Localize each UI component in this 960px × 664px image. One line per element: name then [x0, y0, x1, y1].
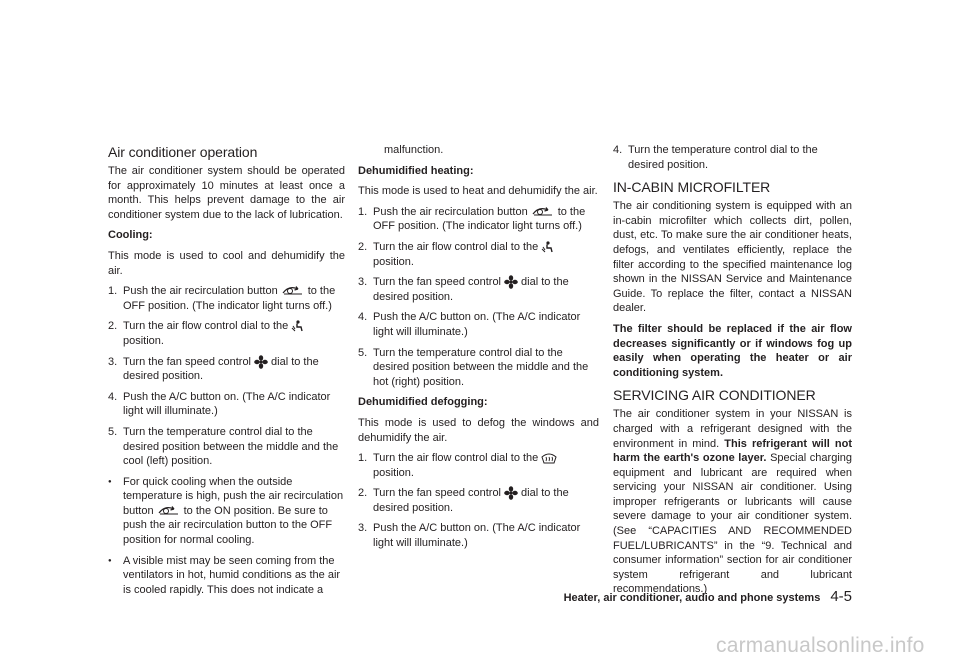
foot-vent-icon [291, 320, 305, 332]
cooling-step-2: 2. Turn the air flow control dial to the position. [108, 319, 345, 348]
heating-step-2: 2. Turn the air flow control dial to the position. [358, 240, 599, 269]
heating-description: This mode is used to heat and dehumidify the air. [358, 185, 598, 198]
column-left [108, 143, 345, 603]
section-title-ac-operation: Air conditioner operation [108, 144, 258, 160]
heating-step-1: 1. Push the air recirculation button to the OFF position. (The indicator light turns off.) [358, 205, 586, 233]
defogging-step-1: 1. Turn the air flow control dial to the position. [358, 451, 599, 480]
column-middle [358, 143, 599, 557]
servicing-emphasis: This refrigerant will not harm the earth's ozone layer. [613, 437, 853, 465]
cooling-step-4: 4. Push the A/C button on. (The A/C indicator light will illuminate.) [108, 390, 331, 418]
cooling-heading: Cooling: [108, 229, 153, 242]
heating-step-5: 5. Turn the temperature control dial to the desired position between the middle and the hot (right) position. [358, 346, 589, 388]
defogging-step-4: 4. Turn the temperature control dial to the desired position. [613, 144, 818, 171]
defogging-description: This mode is used to defog the windows and dehumidify the air. [358, 416, 599, 444]
foot-vent-icon [541, 241, 555, 253]
section-title-microfilter: IN-CABIN MICROFILTER [613, 179, 771, 196]
column-right [613, 143, 852, 603]
cooling-bullet-2: ● A visible mist may be seen coming from the ventilators in hot, humid conditions as the air is cooled rapidly. This does not indicate a [108, 554, 341, 596]
recirculation-icon [281, 286, 305, 296]
defogging-step-2: 2. Turn the fan speed control dial to the desired position. [358, 487, 569, 514]
cooling-description: This mode is used to cool and dehumidify the air. [108, 249, 345, 277]
recirculation-icon [531, 207, 555, 217]
cooling-bullet-1: ● For quick cooling when the outside temperature is high, push the air recirculation button to the ON position. Be sure to push the air recirculation button to the OFF position for normal cooling. [108, 475, 344, 547]
fan-icon [504, 486, 518, 500]
microfilter-warning: The filter should be replaced if the air flow decreases significantly or if windows fog up easily when operating the heater or air conditioning system. [613, 322, 852, 379]
page-footer [552, 588, 852, 605]
page-number: 4-5 [830, 588, 852, 605]
defogging-heading: Dehumidified defogging: [358, 396, 488, 409]
microfilter-paragraph: The air conditioning system is equipped with an in-cabin microfilter which collects dirt, pollen, dust, etc. To make sure the air conditioner heats, defogs, and ventilates efficiently, replace the filter according to the specified maintenance log shown in the NISSAN Service and Maintenance Guide. To replace the filter, contact a NISSAN dealer. [613, 200, 852, 315]
heating-heading: Dehumidified heating: [358, 164, 474, 177]
heating-step-3: 3. Turn the fan speed control dial to the desired position. [358, 276, 569, 303]
cooling-step-5: 5. Turn the temperature control dial to the desired position between the middle and the cool (left) position. [108, 425, 339, 468]
cooling-step-1: 1. Push the air recirculation button to the OFF position. (The indicator light turns off.) [108, 285, 336, 312]
cooling-step-3: 3. Turn the fan speed control dial to the desired position. [108, 355, 319, 383]
section-title-servicing: SERVICING AIR CONDITIONER [613, 387, 816, 404]
servicing-paragraph: The air conditioner system in your NISSAN is charged with a refrigerant designed with the environment in mind. This refrigerant will not harm the earth's ozone layer. Special charging equipment and lubricant are required when servicing your NISSAN air conditioner. Using improper refrigerants or lubricants will cause severe damage to your air conditioner system. (See “CAPACITIES AND RECOMMENDED FUEL/LUBRICANTS” in the “9. Technical and consumer information” section for air conditioner system refrigerant and lubricant recommendations.) [613, 408, 853, 596]
defrost-icon [541, 453, 557, 464]
continued-text: malfunction. [384, 144, 444, 156]
fan-icon [254, 355, 268, 369]
intro-paragraph: The air conditioner system should be operated for approximately 10 minutes at least once a month. This helps prevent damage to the air conditioner system due to the lack of lubrication. [108, 165, 345, 221]
heating-step-4: 4. Push the A/C button on. (The A/C indicator light will illuminate.) [358, 311, 581, 338]
defogging-step-3: 3. Push the A/C button on. (The A/C indicator light will illuminate.) [358, 522, 581, 550]
recirculation-icon [157, 506, 181, 516]
fan-icon [504, 275, 518, 289]
footer-section-title: Heater, air conditioner, audio and phone systems [563, 592, 821, 604]
watermark: carmanualsonline.info [716, 634, 925, 657]
